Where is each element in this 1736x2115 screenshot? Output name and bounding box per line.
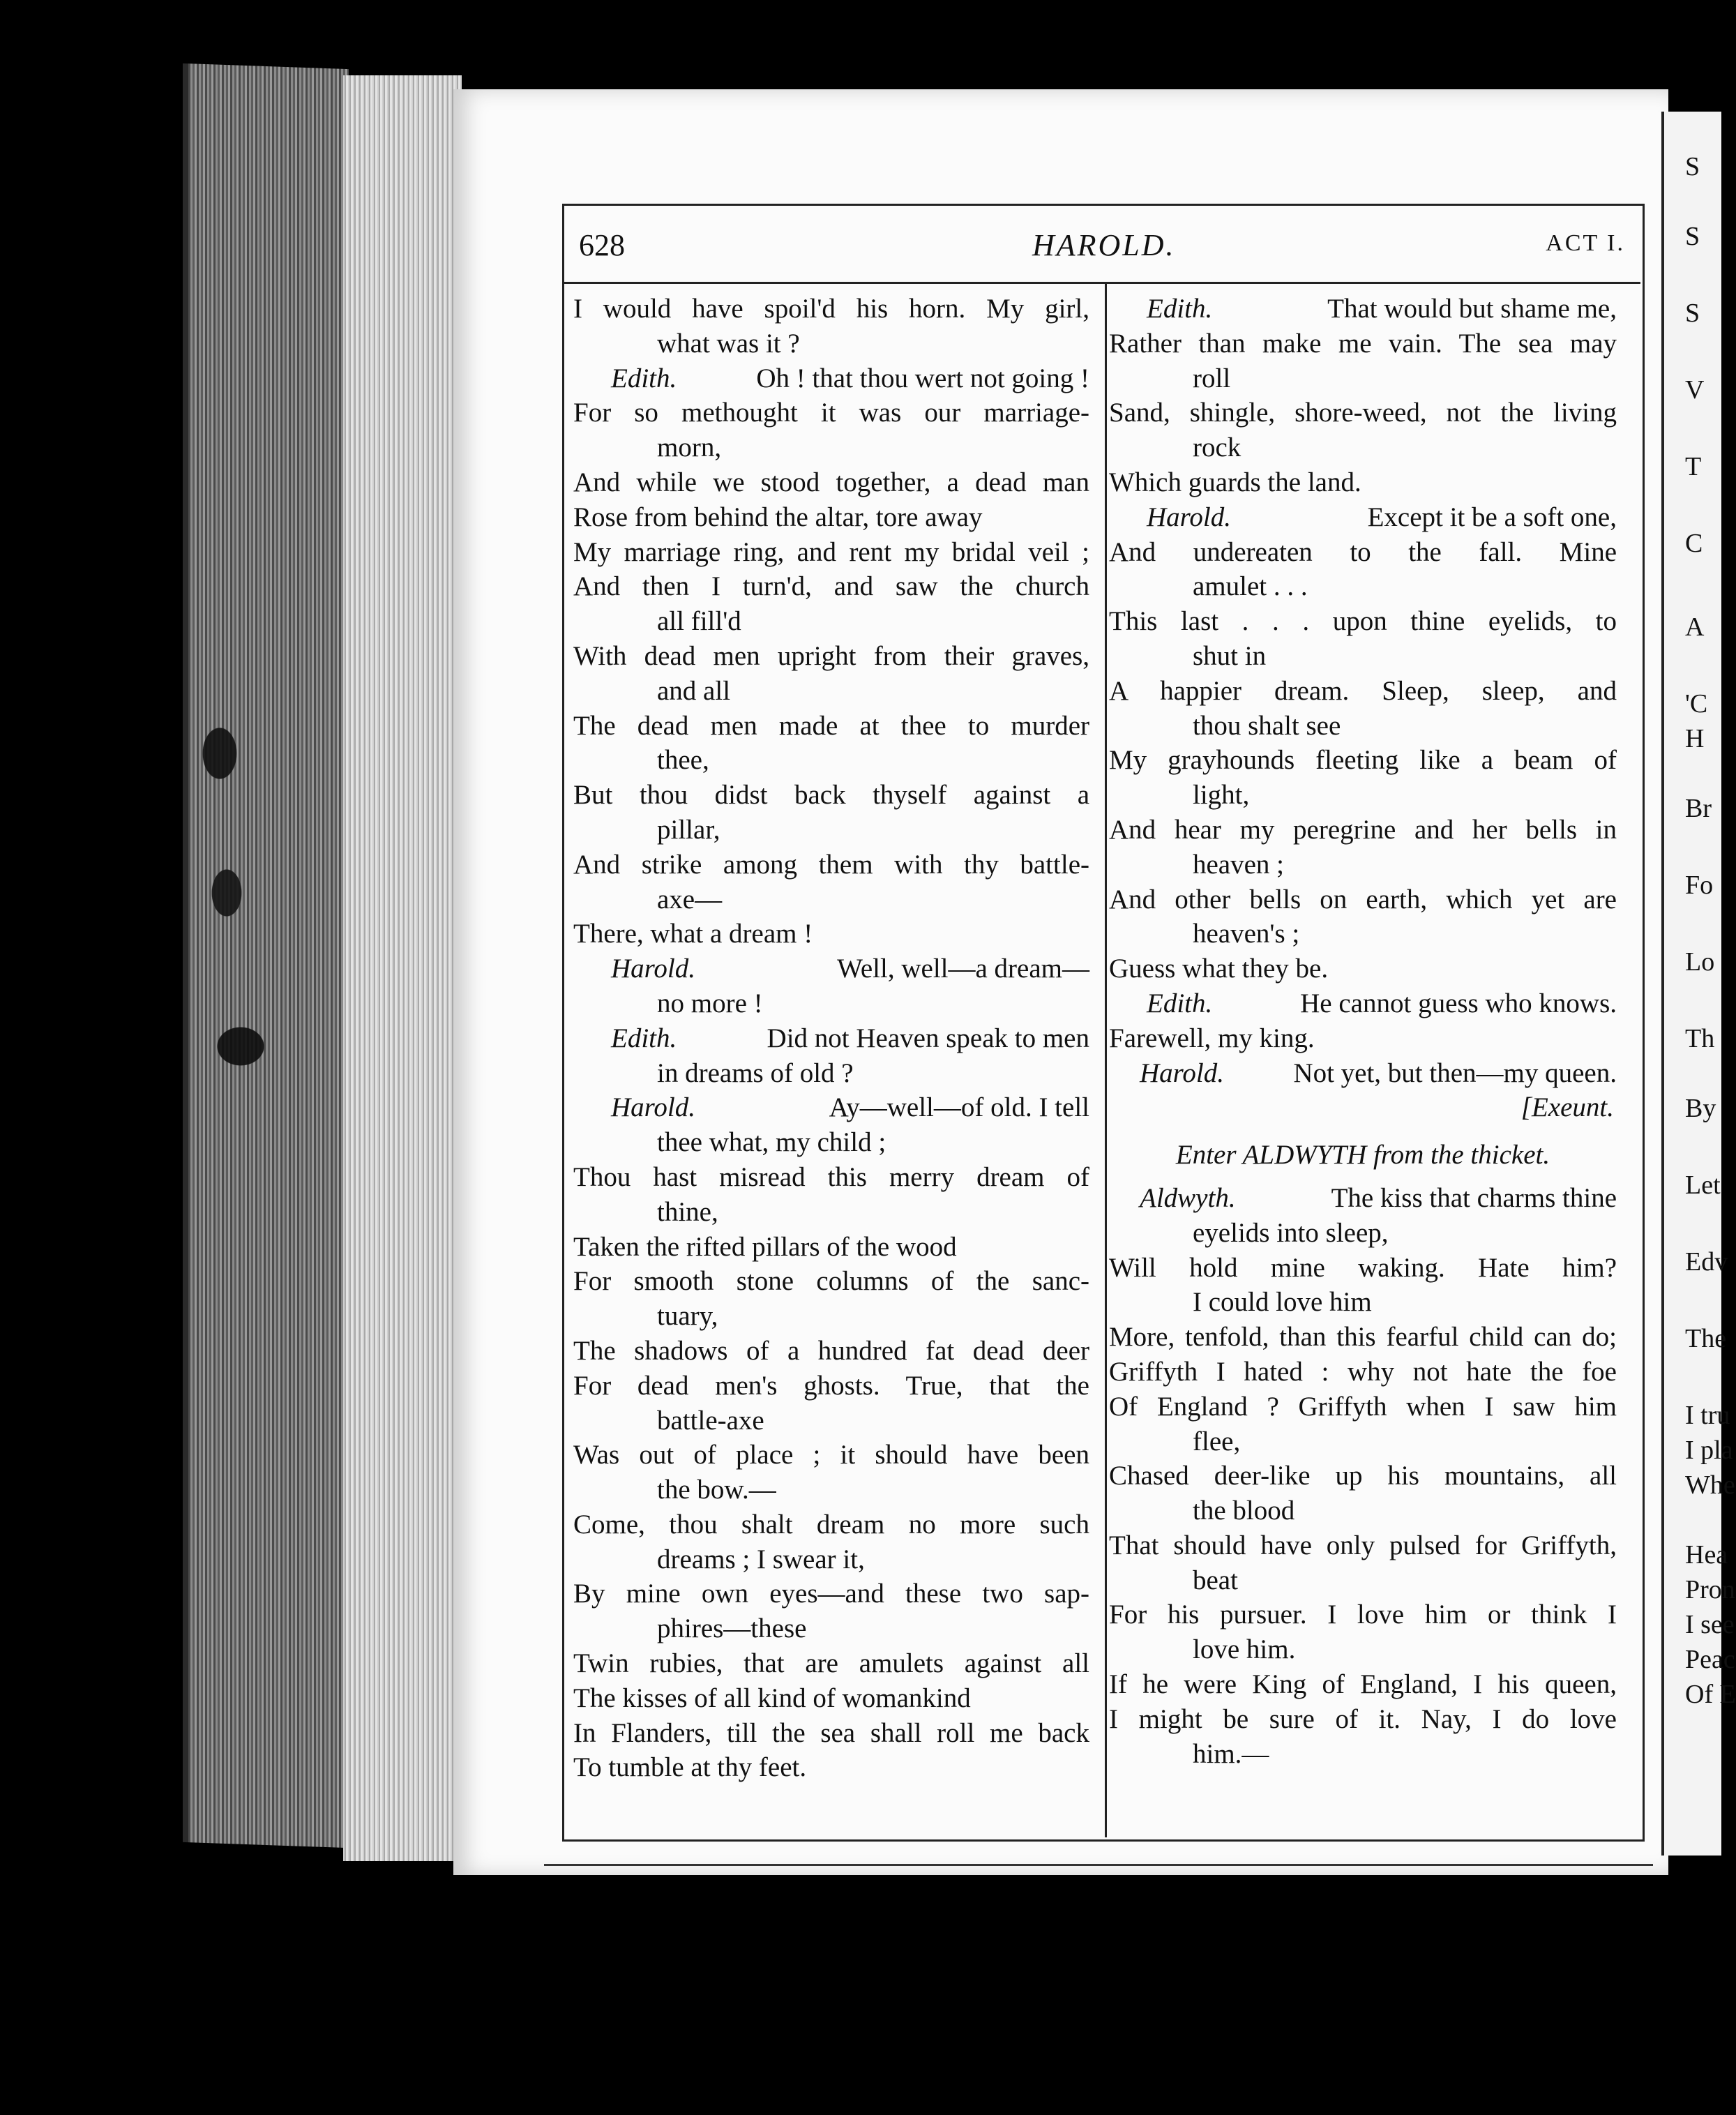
verse-continuation: thee, — [657, 745, 709, 776]
verse-line: More, tenfold, than this fearful child can do; — [1109, 1322, 1617, 1353]
speech-text: Did not Heaven speak to men — [767, 1023, 1089, 1053]
verse-line: And undereaten to the fall. Mine — [1109, 536, 1617, 567]
verse-line: My grayhounds fleeting like a beam of — [1109, 745, 1617, 776]
speaker-name: Edith. — [1147, 294, 1213, 324]
verse-line: That should have only pulsed for Griffyth, — [1109, 1530, 1617, 1560]
verse-continuation: rock — [1193, 432, 1241, 463]
verse-line: Rose from behind the altar, tore away — [573, 502, 983, 532]
verse-line: Twin rubies, that are amulets against all — [573, 1648, 1089, 1679]
verse-continuation: phires—these — [657, 1613, 807, 1644]
act-label: ACT I. — [1546, 230, 1625, 256]
verse-continuation: shut in — [1193, 640, 1267, 671]
verse-line: For his pursuer. I love him or think I — [1109, 1600, 1617, 1630]
verse-line: A happier dream. Sleep, sleep, and — [1109, 675, 1617, 706]
verse-line: I might be sure of it. Nay, I do love — [1109, 1703, 1617, 1734]
fore-edge-stamp — [192, 712, 310, 1158]
verse-line: But thou didst back thyself against a — [573, 780, 1089, 811]
verse-line: By mine own eyes—and these two sap- — [573, 1579, 1089, 1609]
verse-line: For so methought it was our marriage- — [573, 398, 1089, 428]
bottom-rule — [544, 1864, 1653, 1866]
verse-continuation: what was it ? — [657, 328, 800, 359]
verse-continuation: beat — [1193, 1565, 1238, 1595]
facing-page-fragment: Br — [1685, 794, 1712, 823]
facing-page-fragment: Let — [1685, 1171, 1721, 1200]
speech-line — [1109, 1056, 1617, 1091]
facing-page-fragment: Th — [1685, 1024, 1715, 1053]
facing-page-fragment: Hea — [1685, 1540, 1728, 1570]
verse-line: There, what a dream ! — [573, 919, 813, 949]
speech-text: He cannot guess who knows. — [1300, 988, 1617, 1018]
verse-line: Thou hast misread this merry dream of — [573, 1161, 1089, 1192]
speech-text: That would but shame me, — [1327, 294, 1617, 324]
speech-line — [573, 1021, 1089, 1056]
verse-line: And hear my peregrine and her bells in — [1109, 814, 1617, 845]
verse-continuation: axe— — [657, 884, 723, 915]
speaker-name: Edith. — [611, 1023, 677, 1053]
stage-direction: Enter ALDWYTH from the thicket. — [1175, 1140, 1550, 1171]
verse-line: And other bells on earth, which yet are — [1109, 884, 1617, 915]
verse-continuation: heaven's ; — [1193, 919, 1300, 949]
facing-page-fragment: Lo — [1685, 947, 1715, 977]
speaker-name: Harold. — [1147, 502, 1231, 532]
verse-line: Chased deer-like up his mountains, all — [1109, 1461, 1617, 1491]
speaker-name: Edith. — [1147, 988, 1213, 1018]
verse-continuation: all fill'd — [657, 606, 741, 637]
verse-line: If he were King of England, I his queen, — [1109, 1669, 1617, 1700]
verse-continuation: in dreams of old ? — [657, 1058, 854, 1088]
verse-continuation: and all — [657, 675, 731, 706]
verse-continuation: thee what, my child ; — [657, 1127, 886, 1158]
facing-page-fragment: S — [1685, 222, 1700, 251]
header-rule — [562, 282, 1640, 284]
verse-line: Come, thou shalt dream no more such — [573, 1509, 1089, 1540]
verse-line: My marriage ring, and rent my bridal veil ; — [573, 536, 1089, 567]
facing-page-fragment: C — [1685, 529, 1703, 558]
facing-page — [1661, 112, 1736, 1856]
verse-continuation: tuary, — [657, 1301, 718, 1332]
verse-line: To tumble at thy feet. — [573, 1752, 807, 1783]
speech-line — [1109, 986, 1617, 1021]
verse-continuation: I could love him — [1193, 1287, 1372, 1318]
facing-page-fragment: T — [1685, 452, 1702, 481]
facing-page-fragment: Of E — [1685, 1680, 1736, 1709]
facing-page-fragment: Peac — [1685, 1645, 1735, 1674]
verse-line: Rather than make me vain. The sea may — [1109, 328, 1617, 359]
facing-page-fragment: I see — [1685, 1610, 1735, 1639]
column-divider — [1105, 283, 1107, 1837]
stage-direction: [Exeunt. — [1520, 1092, 1614, 1123]
running-title: HAROLD. — [1032, 228, 1176, 262]
speech-line — [573, 951, 1089, 986]
verse-line: And strike among them with thy battle- — [573, 849, 1089, 880]
facing-page-fragment: I tru — [1685, 1401, 1730, 1430]
verse-line: Of England ? Griffyth when I saw him — [1109, 1391, 1617, 1422]
verse-line: This last . . . upon thine eyelids, to — [1109, 606, 1617, 637]
verse-continuation: dreams ; I swear it, — [657, 1544, 865, 1574]
verse-continuation: morn, — [657, 432, 722, 463]
facing-page-fragment: S — [1685, 299, 1700, 328]
speech-text: Ay—well—of old. I tell — [829, 1092, 1089, 1123]
verse-line: The kisses of all kind of womankind — [573, 1683, 971, 1713]
verse-continuation: him.— — [1193, 1738, 1269, 1769]
verse-line: Sand, shingle, shore-weed, not the living — [1109, 398, 1617, 428]
facing-page-fragment: 'C — [1685, 689, 1708, 718]
verse-continuation: thine, — [657, 1196, 718, 1227]
speech-line — [573, 361, 1089, 396]
facing-page-fragment: H — [1685, 724, 1705, 753]
verse-line: For smooth stone columns of the sanc- — [573, 1266, 1089, 1297]
speech-text: Except it be a soft one, — [1367, 502, 1617, 532]
verse-continuation: heaven ; — [1193, 849, 1285, 880]
verse-line: Farewell, my king. — [1109, 1023, 1315, 1053]
speech-line — [1109, 500, 1617, 535]
speech-text: Not yet, but then—my queen. — [1293, 1058, 1617, 1088]
speech-line — [1109, 1181, 1617, 1216]
verse-continuation: eyelids into sleep, — [1193, 1217, 1389, 1248]
speaker-name: Edith. — [611, 363, 677, 393]
verse-line: Which guards the land. — [1109, 467, 1361, 497]
facing-page-fragment: S — [1685, 152, 1700, 181]
speaker-name: Harold. — [1140, 1058, 1224, 1088]
verse-line: And then I turn'd, and saw the church — [573, 571, 1089, 602]
right-column — [1109, 292, 1617, 1771]
facing-page-fragment: Whe — [1685, 1470, 1735, 1500]
speech-line — [1109, 292, 1617, 326]
verse-continuation: the blood — [1193, 1496, 1295, 1526]
speech-line — [573, 1090, 1089, 1125]
facing-page-fragment: I pla — [1685, 1436, 1733, 1465]
verse-continuation: light, — [1193, 780, 1250, 811]
verse-line: Griffyth I hated : why not hate the foe — [1109, 1356, 1617, 1387]
verse-line: I would have spoil'd his horn. My girl, — [573, 294, 1089, 324]
verse-line: In Flanders, till the sea shall roll me back — [573, 1717, 1089, 1748]
verse-line: Taken the rifted pillars of the wood — [573, 1231, 957, 1262]
verse-continuation: no more ! — [657, 988, 763, 1018]
verse-line: Will hold mine waking. Hate him? — [1109, 1252, 1617, 1283]
facing-page-fragment: By — [1685, 1094, 1716, 1123]
speaker-name: Harold. — [611, 1092, 695, 1123]
speech-text: The kiss that charms thine — [1331, 1182, 1617, 1213]
verse-line: For dead men's ghosts. True, that the — [573, 1370, 1089, 1401]
verse-continuation: amulet . . . — [1193, 571, 1308, 602]
speaker-name: Harold. — [611, 954, 695, 984]
verse-continuation: thou shalt see — [1193, 710, 1341, 741]
speech-text: Well, well—a dream— — [837, 954, 1089, 984]
verse-line: With dead men upright from their graves, — [573, 640, 1089, 671]
facing-page-fragment: Pron — [1685, 1575, 1735, 1604]
facing-page-fragment: The — [1685, 1324, 1727, 1353]
page-header — [579, 220, 1625, 269]
verse-line: Was out of place ; it should have been — [573, 1440, 1089, 1470]
verse-continuation: the bow.— — [657, 1475, 776, 1505]
verse-continuation: battle-axe — [657, 1405, 764, 1436]
verse-line: And while we stood together, a dead man — [573, 467, 1089, 497]
facing-page-fragment: V — [1685, 375, 1705, 405]
speaker-name: Aldwyth. — [1140, 1182, 1236, 1213]
verse-line: The shadows of a hundred fat dead deer — [573, 1335, 1089, 1366]
verse-continuation: flee, — [1193, 1426, 1241, 1457]
page-number: 628 — [579, 228, 625, 262]
page-stack — [343, 75, 462, 1861]
verse-line: The dead men made at thee to murder — [573, 710, 1089, 741]
left-column — [573, 292, 1089, 1785]
facing-page-fragment: Fo — [1685, 871, 1714, 900]
verse-line: Guess what they be. — [1109, 954, 1329, 984]
facing-page-fragment: A — [1685, 612, 1705, 642]
verse-continuation: love him. — [1193, 1634, 1296, 1665]
verse-continuation: roll — [1193, 363, 1231, 393]
verse-continuation: pillar, — [657, 814, 720, 845]
speech-text: Oh ! that thou wert not going ! — [756, 363, 1089, 393]
facing-page-fragment: Edv — [1685, 1247, 1728, 1277]
